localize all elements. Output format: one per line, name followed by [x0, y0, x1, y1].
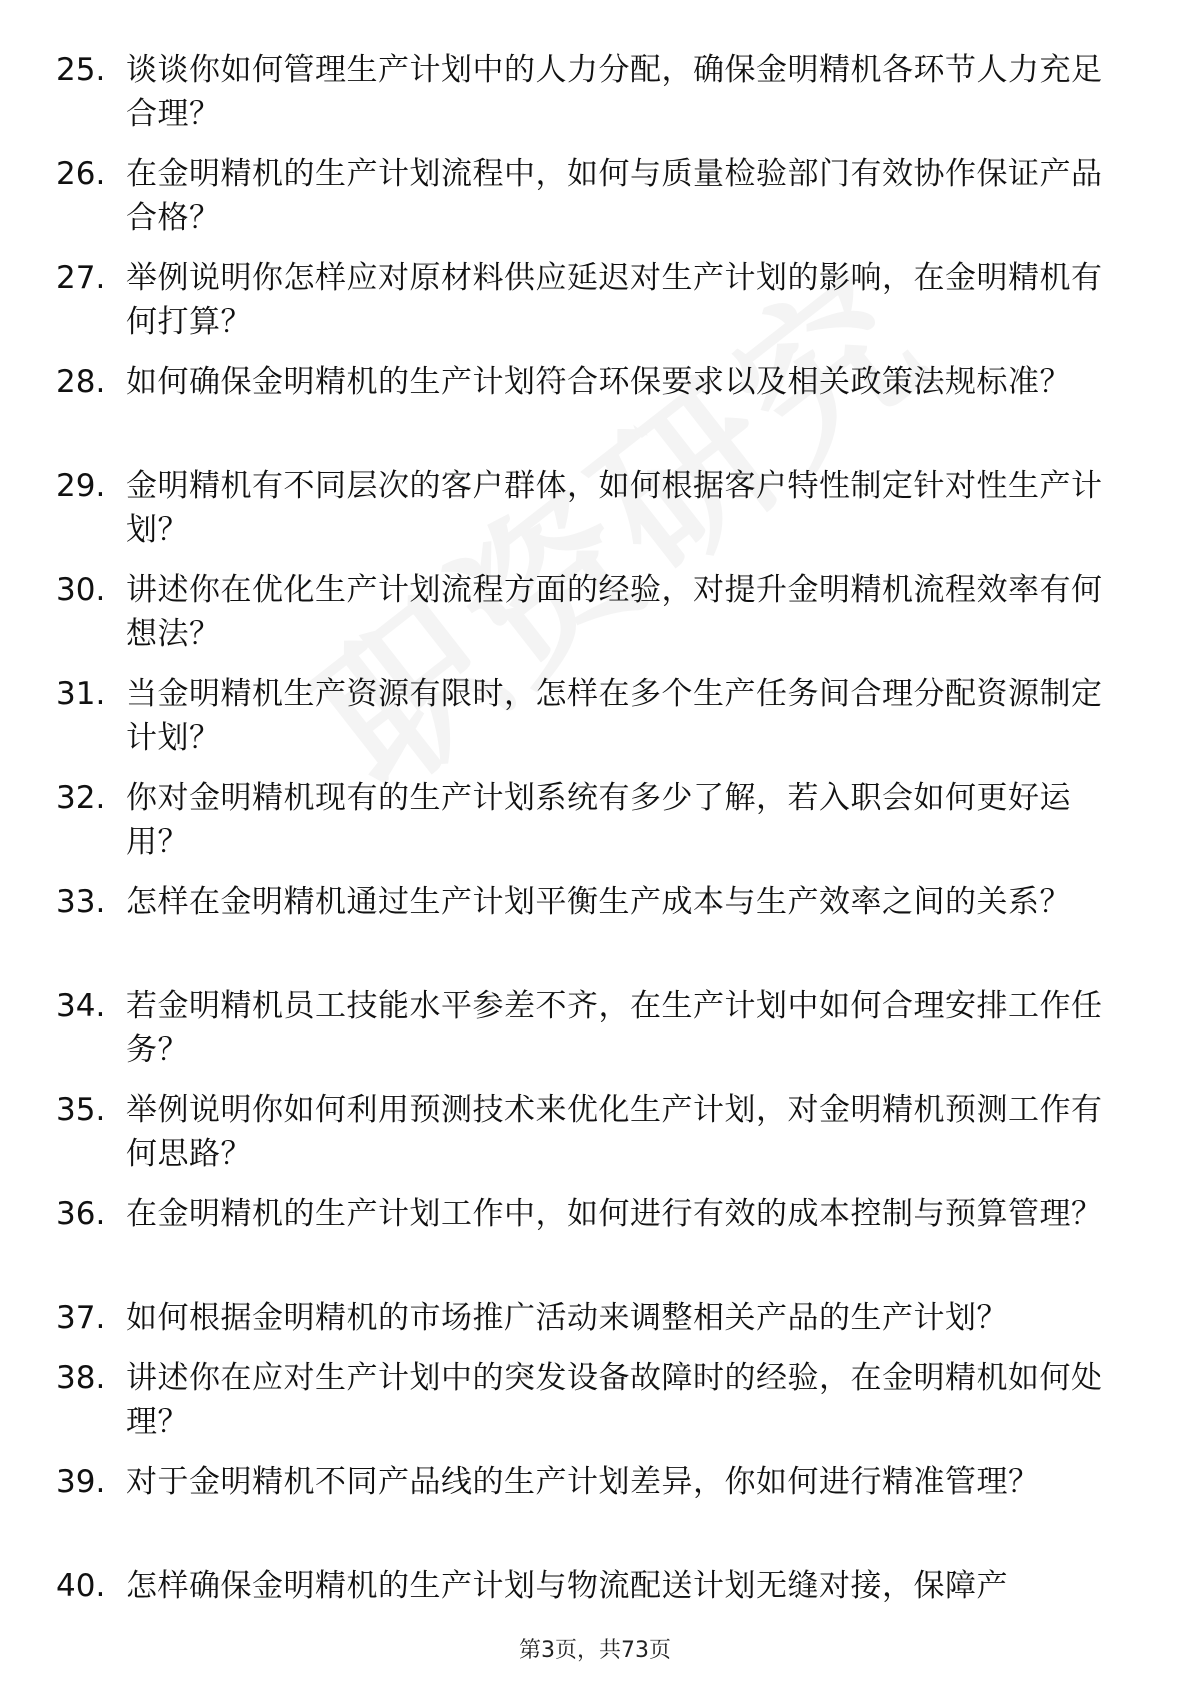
- list-item: [56, 1296, 1126, 1356]
- question-text: 在金明精机的生产计划流程中，如何与质量检验部门有效协作保证产品合格？: [126, 156, 1103, 236]
- list-item: [56, 984, 1126, 1088]
- list-item: [56, 1356, 1126, 1460]
- page-footer: 第3页，共73页: [519, 1638, 671, 1663]
- question-text: 如何确保金明精机的生产计划符合环保要求以及相关政策法规标准？: [126, 364, 1071, 400]
- question-text: 金明精机有不同层次的客户群体，如何根据客户特性制定针对性生产计划？: [126, 468, 1103, 548]
- list-item: [56, 256, 1126, 360]
- question-text: 讲述你在优化生产计划流程方面的经验，对提升金明精机流程效率有何想法？: [126, 572, 1103, 652]
- list-item: [56, 464, 1126, 568]
- question-number: 33.: [56, 884, 106, 920]
- question-number: 25.: [56, 52, 106, 88]
- question-number: 37.: [56, 1300, 106, 1336]
- list-item: [56, 1192, 1126, 1296]
- question-text: 举例说明你怎样应对原材料供应延迟对生产计划的影响，在金明精机有何打算？: [126, 260, 1103, 340]
- question-number: 28.: [56, 364, 106, 400]
- question-number: 38.: [56, 1360, 106, 1396]
- list-item: [56, 48, 1126, 152]
- question-number: 40.: [56, 1568, 106, 1604]
- list-item: [56, 152, 1126, 256]
- question-text: 谈谈你如何管理生产计划中的人力分配，确保金明精机各环节人力充足合理？: [126, 52, 1103, 132]
- list-item: [56, 1564, 1126, 1624]
- list-item: [56, 568, 1126, 672]
- list-item: [56, 1460, 1126, 1564]
- question-number: 39.: [56, 1464, 106, 1500]
- question-text: 对于金明精机不同产品线的生产计划差异，你如何进行精准管理？: [126, 1464, 1040, 1500]
- question-text: 你对金明精机现有的生产计划系统有多少了解，若入职会如何更好运用？: [126, 780, 1071, 860]
- question-list: [56, 48, 1126, 1624]
- question-text: 当金明精机生产资源有限时，怎样在多个生产任务间合理分配资源制定计划？: [126, 676, 1103, 756]
- question-text: 怎样在金明精机通过生产计划平衡生产成本与生产效率之间的关系？: [126, 884, 1071, 920]
- question-text: 讲述你在应对生产计划中的突发设备故障时的经验，在金明精机如何处理？: [126, 1360, 1103, 1440]
- list-item: [56, 880, 1126, 984]
- question-number: 31.: [56, 676, 106, 712]
- question-number: 27.: [56, 260, 106, 296]
- question-number: 29.: [56, 468, 106, 504]
- question-number: 36.: [56, 1196, 106, 1232]
- question-number: 35.: [56, 1092, 106, 1128]
- question-text: 如何根据金明精机的市场推广活动来调整相关产品的生产计划？: [126, 1300, 1008, 1336]
- question-number: 30.: [56, 572, 106, 608]
- list-item: [56, 672, 1126, 776]
- question-number: 26.: [56, 156, 106, 192]
- question-text: 若金明精机员工技能水平参差不齐，在生产计划中如何合理安排工作任务？: [126, 988, 1103, 1068]
- list-item: [56, 1088, 1126, 1192]
- list-item: [56, 776, 1126, 880]
- question-number: 32.: [56, 780, 106, 816]
- question-text: 怎样确保金明精机的生产计划与物流配送计划无缝对接，保障产: [126, 1568, 1008, 1604]
- question-text: 举例说明你如何利用预测技术来优化生产计划，对金明精机预测工作有何思路？: [126, 1092, 1103, 1172]
- list-item: [56, 360, 1126, 464]
- question-text: 在金明精机的生产计划工作中，如何进行有效的成本控制与预算管理？: [126, 1196, 1103, 1232]
- question-number: 34.: [56, 988, 106, 1024]
